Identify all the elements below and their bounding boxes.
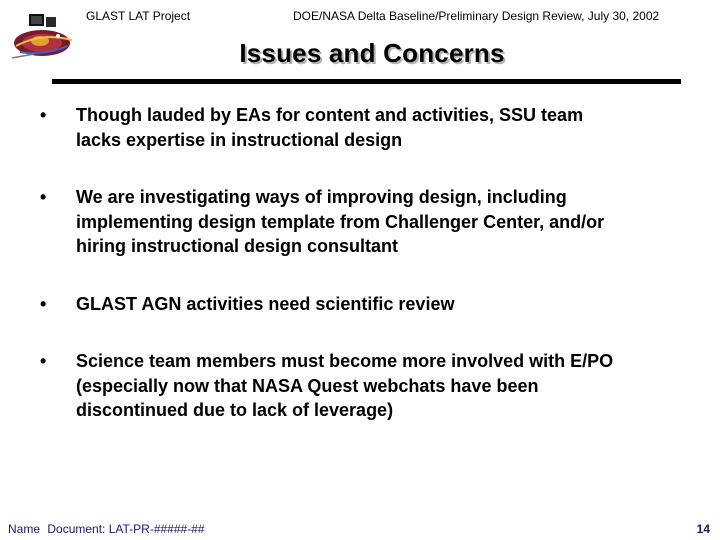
bullet-line: lacks expertise in instructional design	[76, 129, 403, 150]
bullet-dot: •	[40, 293, 47, 314]
footer-document-id: Document: LAT-PR-#####-##	[47, 522, 205, 536]
bullet-line: Though lauded by EAs for content and activities, SSU team	[76, 105, 584, 125]
bullet-item	[32, 349, 692, 423]
bullet-line: discontinued due to lack of leverage)	[76, 400, 394, 420]
bullet-item	[32, 185, 692, 259]
bullet-item	[32, 103, 692, 152]
bullet-line: implementing design template from Challenger Center, and/or	[76, 211, 605, 232]
bullet-line: GLAST AGN activities need scientific review	[76, 293, 455, 314]
title-divider	[52, 79, 681, 84]
page-number: 14	[696, 522, 710, 536]
bullet-dot: •	[40, 351, 47, 371]
footer-document	[8, 522, 205, 536]
bullet-line: Science team members must become more involved with E/PO	[76, 351, 614, 371]
bullet-line: hiring instructional design consultant	[76, 236, 399, 256]
bullet-dot: •	[40, 187, 47, 207]
footer-name: Name	[8, 522, 41, 536]
bullet-item	[32, 292, 692, 317]
slide-title: Issues and Concerns	[239, 38, 505, 68]
bullet-dot: •	[40, 105, 47, 125]
header-project: GLAST LAT Project	[86, 9, 191, 23]
bullet-line: (especially now that NASA Quest webchats have been	[76, 375, 539, 396]
bullet-line: We are investigating ways of improving design, including	[76, 187, 567, 207]
bullet-list	[32, 103, 692, 423]
header-review: DOE/NASA Delta Baseline/Preliminary Design Review, July 30, 2002	[293, 9, 660, 23]
